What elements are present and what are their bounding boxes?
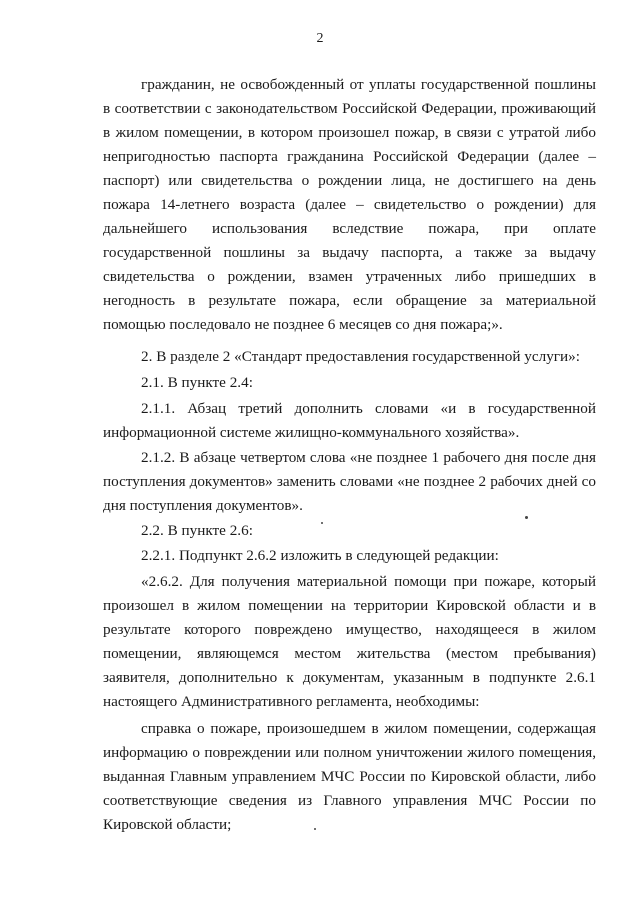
scan-speck — [314, 828, 316, 830]
paragraph-2-1 — [103, 371, 596, 395]
paragraph-2-6-2 — [103, 570, 596, 714]
paragraph-text: 2.1.2. В абзаце четвертом слова «не позднее 1 рабочего дня после дня поступления документов» заменить словами «не позднее 2 рабочих дней со дня поступления документов». — [103, 449, 596, 514]
paragraph-text: 2.2. В пункте 2.6: — [141, 522, 253, 539]
paragraph-text: справка о пожаре, произошедшем в жилом помещении, содержащая информацию о повреждении или полном уничтожении жилого помещения, выданная Главным управлением МЧС России по Кировской области, либо соответствующие сведения из Главного управления МЧС России по Кировской области; — [103, 720, 596, 833]
paragraph-2-1-1 — [103, 397, 596, 445]
paragraph-text: гражданин, не освобожденный от уплаты государственной пошлины в соответствии с законодательством Российской Федерации, проживающий в жилом помещении, в котором произошел пожар, в связи с утратой либо непригодностью паспорта гражданина Российской Федерации (далее – паспорт) или свидетельства о рождении лица, не достигшего на день пожара 14-летнего возраста (далее – свидетельство о рождении) для дальнейшего использования вследствие пожара, при оплате государственной пошлины за выдачу паспорта, а также за выдачу свидетельства о рождении, взамен утраченных либо пришедших в негодность в результате пожара, если обращение за материальной помощью последовало не позднее 6 месяцев со дня пожара;». — [103, 76, 596, 333]
paragraph-continuation — [103, 73, 596, 337]
scan-speck — [525, 516, 528, 519]
page-number: 2 — [316, 31, 324, 46]
paragraph-2-1-2 — [103, 446, 596, 518]
paragraph-text: 2.1.1. Абзац третий дополнить словами «и в государственной информационной системе жилищно-коммунального хозяйства». — [103, 400, 596, 441]
scan-speck — [321, 522, 323, 524]
paragraph-text: 2. В разделе 2 «Стандарт предоставления государственной услуги»: — [141, 348, 580, 365]
paragraph-certificate — [103, 717, 596, 837]
paragraph-2-2 — [103, 519, 596, 543]
paragraph-text: 2.2.1. Подпункт 2.6.2 изложить в следующей редакции: — [141, 547, 499, 564]
paragraph-2-2-1 — [103, 544, 596, 568]
paragraph-section-2 — [103, 345, 596, 369]
paragraph-text: «2.6.2. Для получения материальной помощи при пожаре, который произошел в жилом помещении на территории Кировской области и в результате которого повреждено имущество, находящееся в жилом помещении, являющемся местом жительства (местом пребывания) заявителя, дополнительно к документам, указанным в подпункте 2.6.1 настоящего Административного регламента, необходимы: — [103, 573, 596, 710]
paragraph-text: 2.1. В пункте 2.4: — [141, 374, 253, 391]
